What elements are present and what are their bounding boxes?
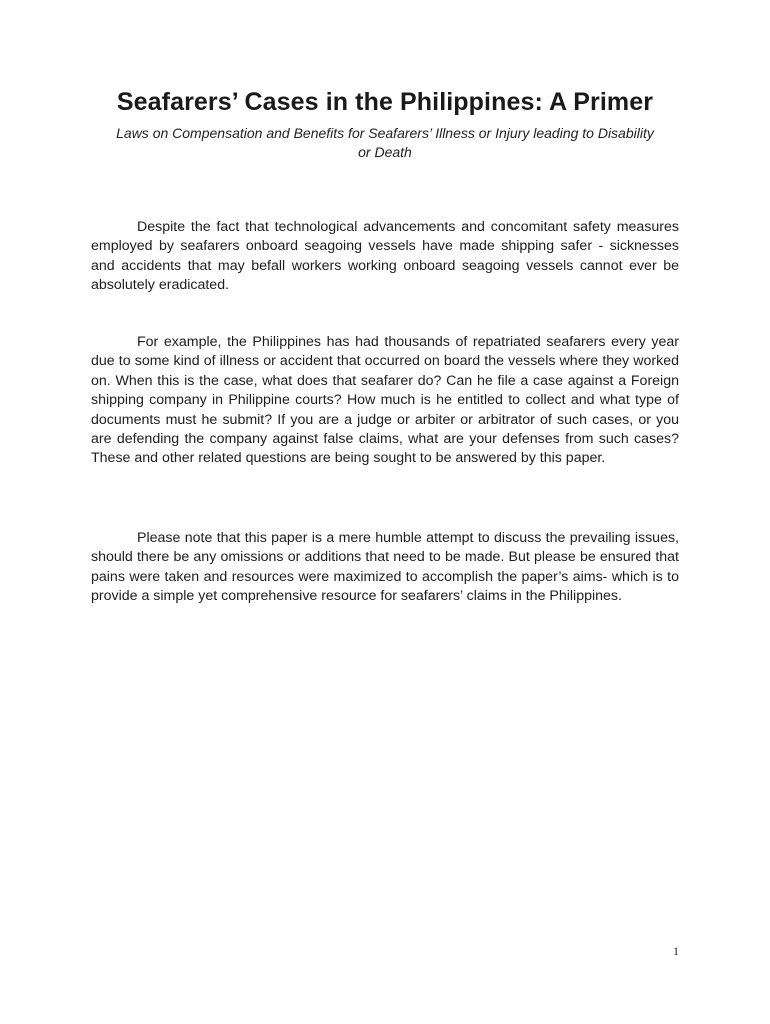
- document-title: Seafarers’ Cases in the Philippines: A Primer: [116, 88, 654, 116]
- page-number: 1: [673, 944, 679, 958]
- paragraph-note: Please note that this paper is a mere humble attempt to discuss the prevailing issues, should there be any omissions or additions that need to be made. But please be ensured that pains were taken and resources were maximized to accomplish the paper’s aims- which is to provide a simple yet comprehensive resource for seafarers’ claims in the Philippines.: [91, 530, 679, 605]
- document-subtitle: Laws on Compensation and Benefits for Seafarers’ Illness or Injury leading to Disability or Death: [116, 125, 654, 160]
- paragraph-intro: Despite the fact that technological advancements and concomitant safety measures employed by seafarers onboard seagoing vessels have made shipping safer - sicknesses and accidents that may befall workers working onboard seagoing vessels cannot ever be absolutely eradicated.: [91, 219, 679, 294]
- paragraph-example: For example, the Philippines has had thousands of repatriated seafarers every year due to some kind of illness or accident that occurred on board the vessels where they worked on. When this is the case, what does that seafarer do? Can he file a case against a Foreign shipping company in Philippine courts? How much is he entitled to collect and what type of documents must he submit? If you are a judge or arbiter or arbitrator of such cases, or you are defending the company against false claims, what are your defenses from such cases? These and other related questions are being sought to be answered by this paper.: [91, 334, 679, 467]
